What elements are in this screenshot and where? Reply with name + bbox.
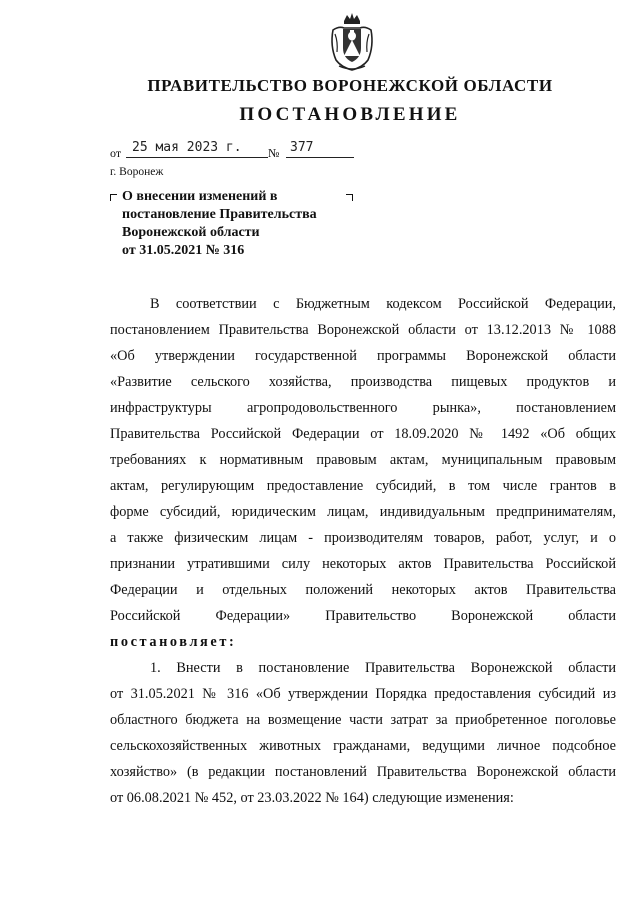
body-line: инфраструктуры агропродовольственного рынка», постановлением xyxy=(110,400,616,416)
subject-line: от 31.05.2021 № 316 xyxy=(122,243,245,258)
coat-of-arms-icon xyxy=(327,12,377,74)
document-type: ПОСТАНОВЛЕНИЕ xyxy=(239,104,461,125)
date-prefix: от xyxy=(110,146,122,160)
subject-line: Воронежской области xyxy=(122,225,260,240)
body-line: от 31.05.2021 № 316 «Об утверждении Порядка предоставления субсидий из xyxy=(110,686,616,702)
body-line: Правительства Российской Федерации от 18.09.2020 № 1492 «Об общих xyxy=(110,426,616,442)
body-line: сельскохозяйственных животных гражданами, ведущими личное подсобное xyxy=(110,738,616,754)
body-line: а также физическим лицам - производителям товаров, работ, услуг, и о xyxy=(110,530,616,546)
subject-corner-left xyxy=(110,194,117,201)
body-line: форме субсидий, юридическим лицам, индивидуальным предпринимателям, xyxy=(110,504,616,520)
body-line: 1. Внести в постановление Правительства Воронежской области xyxy=(150,660,616,676)
number-underline xyxy=(286,157,354,158)
number-prefix: № xyxy=(268,146,280,160)
date-value: 25 мая 2023 г. xyxy=(132,140,242,155)
subject-line: О внесении изменений в xyxy=(122,189,278,204)
body-line: хозяйство» (в редакции постановлений Правительства Воронежской области xyxy=(110,764,616,780)
resolves-line xyxy=(110,634,616,654)
resolves-word: постановляет: xyxy=(110,634,237,650)
body-line: В соответствии с Бюджетным кодексом Российской Федерации, xyxy=(150,296,616,312)
date-underline xyxy=(126,157,268,158)
body-line: постановлением Правительства Воронежской области от 13.12.2013 № 1088 xyxy=(110,322,616,338)
body-line: требованиях к нормативным правовым актам, муниципальным правовым xyxy=(110,452,616,468)
subject-line: постановление Правительства xyxy=(122,207,317,222)
subject-corner-right xyxy=(346,194,353,201)
body-line: «Развитие сельского хозяйства, производства пищевых продуктов и xyxy=(110,374,616,390)
body-line: признании утратившими силу некоторых актов Правительства Российской xyxy=(110,556,616,572)
city: г. Воронеж xyxy=(110,166,164,178)
body-line: «Об утверждении государственной программы Воронежской области xyxy=(110,348,616,364)
body-line: актам, регулирующим предоставление субсидий, в том числе грантов в xyxy=(110,478,616,494)
body-line: Федерации и отдельных положений некоторых актов Правительства xyxy=(110,582,616,598)
number-value: 377 xyxy=(290,140,314,155)
body-line: от 06.08.2021 № 452, от 23.03.2022 № 164) следующие изменения: xyxy=(110,790,514,806)
government-title: ПРАВИТЕЛЬСТВО ВОРОНЕЖСКОЙ ОБЛАСТИ xyxy=(147,76,553,95)
body-line: областного бюджета на возмещение части затрат за приобретенное поголовье xyxy=(110,712,616,728)
body-line: Российской Федерации» Правительство Воронежской области xyxy=(110,608,616,624)
